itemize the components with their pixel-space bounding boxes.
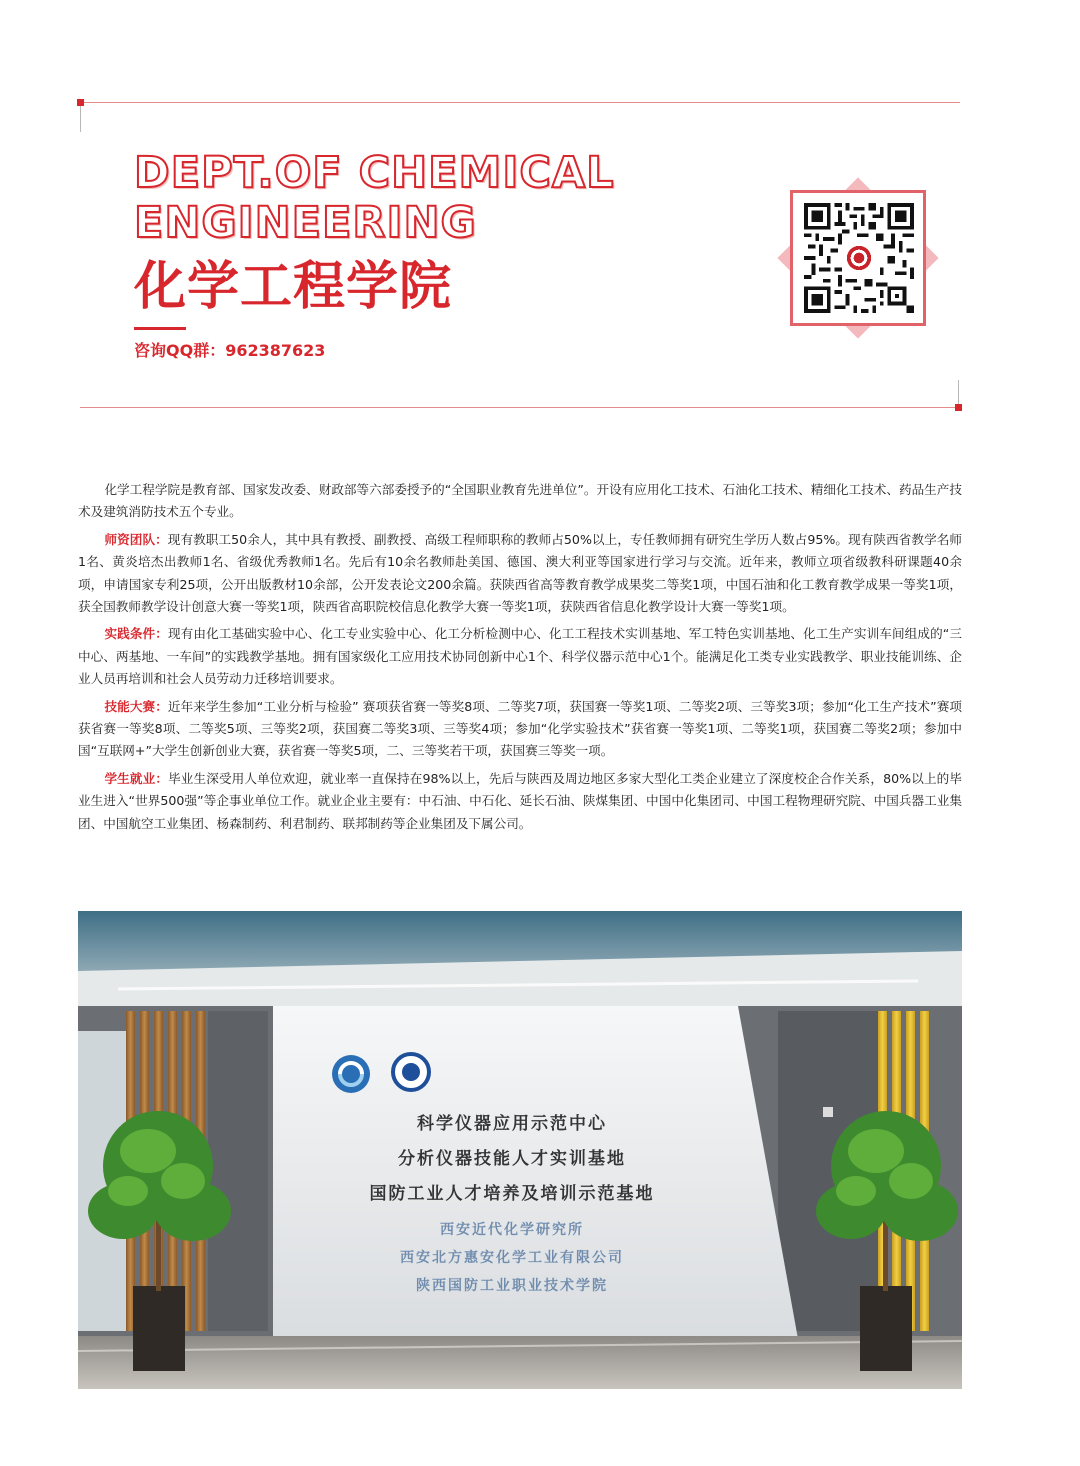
competition-label: 技能大赛： (104, 698, 168, 714)
department-title-chinese: 化学工程学院 (134, 257, 453, 317)
intro-paragraph: 化学工程学院是教育部、国家发改委、财政部等六部委授予的“全国职业教育先进单位”。开设有应用化工技术、石油化工技术、精细化工技术、药品生产技术及建筑消防技术五个专业。 (78, 482, 962, 520)
department-title-english: DEPT.OF CHEMICAL ENGINEERING (134, 148, 615, 248)
employment-paragraph (78, 768, 962, 835)
header-top-left-tick (80, 102, 81, 132)
qq-group-label: 咨询QQ群： (134, 341, 226, 360)
qr-code-block (776, 176, 940, 340)
header-bottom-rule (80, 407, 960, 408)
employment-label: 学生就业： (104, 770, 169, 786)
practice-paragraph (78, 623, 962, 690)
faculty-text: 现有教职工50余人，其中具有教授、副教授、高级工程师职称的教师占50%以上，专任教师拥有研究生学历人数占95%。现有陕西省教学名师1名、黄炎培杰出教师1名、省级优秀教师1名。先后有10余名教师赴美国、德国、澳大利亚等国家进行学习与交流。近年来，教师立项省级教科研课题40余项，申请国家专利25项，公开出版教材10余部，公开发表论文200余篇。获陕西省高等教育教学成果奖二等奖1项，中国石油和化工教育教学成果一等奖1项，获全国教师教学设计创意大赛一等奖1项，陕西省高职院校信息化教学大赛一等奖1项，获陕西省信息化教学设计大赛一等奖1项。 (78, 531, 962, 615)
college-description (78, 479, 962, 840)
header-top-left-marker (77, 99, 84, 106)
header-bottom-right-marker (955, 404, 962, 411)
qq-group-line (134, 338, 325, 361)
wall-org-line-2: 西安北方惠安化学工业有限公司 (400, 1250, 624, 1266)
wall-sign-line-3: 国防工业人才培养及培训示范基地 (369, 1184, 655, 1204)
qr-code-icon[interactable] (804, 203, 914, 313)
practice-label: 实践条件： (104, 626, 168, 642)
header-top-rule (80, 102, 960, 103)
competition-text: 近年来学生参加“工业分析与检验” 赛项获省赛一等奖8项、二等奖7项，获国赛一等奖1项、二等奖2项、三等奖3项；参加“化工生产技术”赛项获省赛一等奖8项、二等奖5项、三等奖2项，获国赛二等奖3项、三等奖4项；参加“化学实验技术”获省赛一等奖1项、二等奖1项，获国赛二等奖2项；参加中国“互联网+”大学生创新创业大赛，获省赛一等奖5项，二、三等奖若干项，获国赛三等奖一项。 (78, 698, 962, 759)
wall-sign-line-2: 分析仪器技能人才实训基地 (398, 1149, 626, 1169)
faculty-paragraph (78, 529, 962, 619)
employment-text: 毕业生深受用人单位欢迎，就业率一直保持在98%以上，先后与陕西及周边地区多家大型化工类企业建立了深度校企合作关系，80%以上的毕业生进入“世界500强”等企事业单位工作。就业企业主要有：中石油、中石化、延长石油、陕煤集团、中国中化集团司、中国工程物理研究院、中国兵器工业集团、中国航空工业集团、杨森制药、利君制药、联邦制药等企业集团及下属公司。 (78, 770, 963, 831)
practice-text: 现有由化工基础实验中心、化工专业实验中心、化工分析检测中心、化工工程技术实训基地、军工特色实训基地、化工生产实训车间组成的“三中心、两基地、一车间”的实践教学基地。拥有国家级化工应用技术协同创新中心1个、科学仪器示范中心1个。能满足化工类专业实践教学、职业技能训练、企业人员再培训和社会人员劳动力迁移培训要求。 (78, 626, 963, 687)
faculty-label: 师资团队： (104, 531, 168, 547)
wall-org-line-1: 西安近代化学研究所 (440, 1222, 584, 1238)
wall-org-line-3: 陕西国防工业职业技术学院 (416, 1278, 608, 1294)
title-underline (134, 327, 186, 330)
wall-sign-line-1: 科学仪器应用示范中心 (417, 1114, 607, 1134)
lobby-photo (78, 911, 962, 1389)
competition-paragraph (78, 696, 962, 763)
qq-group-number: 962387623 (225, 341, 326, 360)
